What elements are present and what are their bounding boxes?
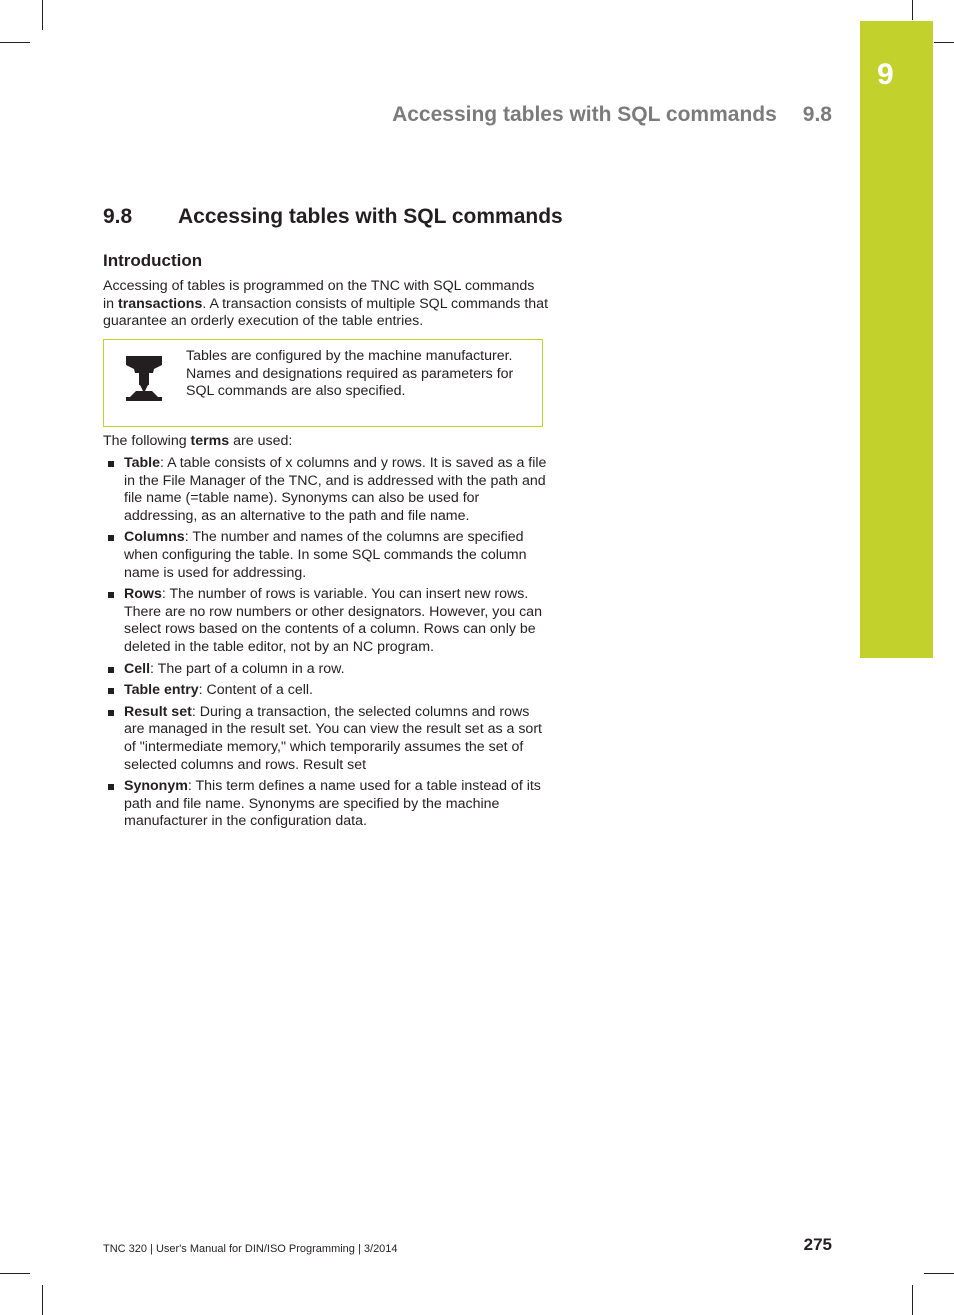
crop-mark xyxy=(912,1285,913,1315)
terms-intro-text: The following xyxy=(103,433,191,449)
terms-intro-end: are used: xyxy=(229,433,293,449)
term-description: : A table consists of x columns and y rows. It is saved as a file in the File Manager of the TNC, and is addressed with the path and file name (=table name). Synonyms can also be used for addressing, as an alternative to the path and file name. xyxy=(124,455,547,524)
term-description: : The part of a column in a row. xyxy=(150,660,345,677)
term-name: Table xyxy=(124,455,161,471)
term-name: Cell xyxy=(124,660,151,677)
intro-bold-term: transactions xyxy=(117,295,203,312)
term-name: Rows xyxy=(124,586,162,603)
list-item xyxy=(103,661,548,679)
chapter-number: 9 xyxy=(877,58,894,91)
list-item xyxy=(103,586,548,656)
bullet-icon xyxy=(108,784,114,790)
terms-intro-bold: terms xyxy=(190,433,230,449)
section-title-text: Accessing tables with SQL commands xyxy=(178,205,563,228)
machine-tool-icon xyxy=(124,351,164,403)
running-head-title: Accessing tables with SQL commands xyxy=(392,103,777,126)
bullet-icon xyxy=(108,592,114,598)
term-description: : During a transaction, the selected columns and rows are managed in the result set. You can view the result set as a sort of "intermediate memory," which temporarily assumes the set of selected columns and rows. Result set xyxy=(124,703,542,773)
running-head xyxy=(380,103,832,127)
section-title xyxy=(103,205,563,229)
list-item xyxy=(103,704,548,774)
term-description: : The number and names of the columns are specified when configuring the table. In some SQL commands the column name is used for addressing. xyxy=(124,529,527,581)
crop-mark xyxy=(42,1285,43,1315)
note-text: Tables are configured by the machine manufacturer. Names and designations required as parameters for SQL commands are also specified. xyxy=(186,348,514,400)
running-head-number: 9.8 xyxy=(802,103,832,126)
bullet-icon xyxy=(108,710,114,716)
crop-mark xyxy=(42,0,43,30)
crop-mark xyxy=(0,42,30,43)
crop-mark xyxy=(0,1273,30,1274)
term-name: Table entry xyxy=(124,682,199,699)
footer-text: TNC 320 | User's Manual for DIN/ISO Programming | 3/2014 xyxy=(103,1243,398,1255)
term-name: Synonym xyxy=(124,778,188,795)
term-list xyxy=(103,455,548,835)
bullet-icon xyxy=(108,461,114,467)
list-item xyxy=(103,778,548,831)
list-item xyxy=(103,682,548,700)
intro-text-end: . A transaction consists of multiple SQL commands that guarantee an orderly execution of the table entries. xyxy=(103,295,549,330)
term-description: : The number of rows is variable. You can insert new rows. There are no row numbers or other designators. However, you can select rows based on the contents of a column. Rows can only be deleted in the table editor, not by an NC program. xyxy=(124,586,542,655)
term-name: Result set xyxy=(124,703,192,720)
crop-mark xyxy=(934,42,954,43)
subsection-title: Introduction xyxy=(103,251,203,270)
term-description: : This term defines a name used for a table instead of its path and file name. Synonyms are specified by the machine manufacturer in the configuration data. xyxy=(124,778,541,830)
bullet-icon xyxy=(108,535,114,541)
list-item xyxy=(103,529,548,582)
intro-text: Accessing of tables is programmed on the TNC with SQL commands in xyxy=(103,278,535,312)
bullet-icon xyxy=(108,667,114,673)
chapter-tab xyxy=(860,21,933,658)
term-description: : Content of a cell. xyxy=(198,682,313,699)
intro-paragraph xyxy=(103,278,548,331)
section-number: 9.8 xyxy=(103,205,133,228)
page-number: 275 xyxy=(803,1235,832,1254)
terms-intro xyxy=(103,433,548,451)
bullet-icon xyxy=(108,688,114,694)
note-box xyxy=(103,339,543,427)
term-name: Columns xyxy=(124,529,185,546)
crop-mark xyxy=(912,0,913,20)
crop-mark xyxy=(924,1273,954,1274)
list-item xyxy=(103,455,548,525)
